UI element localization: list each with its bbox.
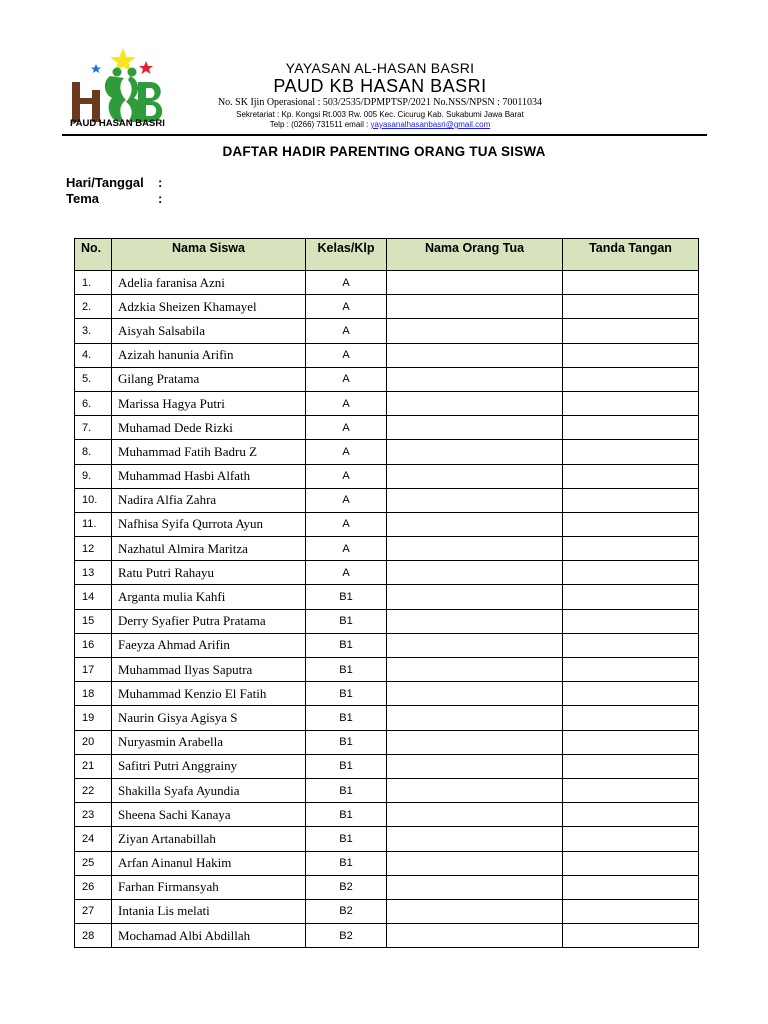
parent-name-cell[interactable] — [387, 633, 563, 657]
row-number: 7. — [75, 416, 112, 440]
date-label: Hari/Tanggal — [66, 175, 144, 190]
parent-name-cell[interactable] — [387, 488, 563, 512]
school-name: PAUD KB HASAN BASRI — [273, 76, 487, 96]
signature-cell[interactable] — [563, 682, 699, 706]
signature-cell[interactable] — [563, 899, 699, 923]
student-name-cell: Adzkia Sheizen Khamayel — [112, 295, 306, 319]
table-row — [75, 730, 699, 754]
parent-name-cell[interactable] — [387, 537, 563, 561]
row-number: 18 — [75, 682, 112, 706]
date-field — [66, 175, 162, 190]
table-row — [75, 682, 699, 706]
class-cell: A — [306, 512, 387, 536]
signature-cell[interactable] — [563, 803, 699, 827]
class-cell: A — [306, 295, 387, 319]
foundation-name: YAYASAN AL-HASAN BASRI — [285, 60, 475, 76]
class-cell: B1 — [306, 706, 387, 730]
student-name-cell: Farhan Firmansyah — [112, 875, 306, 899]
student-name-cell: Adelia faranisa Azni — [112, 271, 306, 295]
table-row — [75, 416, 699, 440]
row-number: 21 — [75, 754, 112, 778]
signature-cell[interactable] — [563, 537, 699, 561]
table-row — [75, 609, 699, 633]
class-cell: A — [306, 343, 387, 367]
class-cell: A — [306, 391, 387, 415]
header-class: Kelas/Klp — [306, 239, 387, 271]
signature-cell[interactable] — [563, 561, 699, 585]
parent-name-cell[interactable] — [387, 827, 563, 851]
student-name-cell: Safitri Putri Anggrainy — [112, 754, 306, 778]
student-name-cell: Aisyah Salsabila — [112, 319, 306, 343]
signature-cell[interactable] — [563, 924, 699, 948]
student-name-cell: Shakilla Syafa Ayundia — [112, 778, 306, 802]
table-row — [75, 778, 699, 802]
table-row — [75, 537, 699, 561]
parent-name-cell[interactable] — [387, 730, 563, 754]
table-row — [75, 754, 699, 778]
signature-cell[interactable] — [563, 416, 699, 440]
signature-cell[interactable] — [563, 271, 699, 295]
signature-cell[interactable] — [563, 778, 699, 802]
table-row — [75, 585, 699, 609]
table-row — [75, 319, 699, 343]
parent-name-cell[interactable] — [387, 464, 563, 488]
table-row — [75, 658, 699, 682]
star-icon — [139, 61, 153, 74]
date-colon: : — [158, 175, 163, 190]
row-number: 1. — [75, 271, 112, 295]
student-name-cell: Ratu Putri Rahayu — [112, 561, 306, 585]
row-number: 15 — [75, 609, 112, 633]
row-number: 14 — [75, 585, 112, 609]
parent-name-cell[interactable] — [387, 778, 563, 802]
class-cell: B2 — [306, 899, 387, 923]
header-no: No. — [75, 239, 112, 271]
theme-field — [66, 191, 162, 206]
class-cell: B1 — [306, 803, 387, 827]
table-row — [75, 875, 699, 899]
student-name-cell: Naurin Gisya Agisya S — [112, 706, 306, 730]
theme-label: Tema — [66, 191, 99, 206]
parent-name-cell[interactable] — [387, 367, 563, 391]
class-cell: A — [306, 537, 387, 561]
document-title: DAFTAR HADIR PARENTING ORANG TUA SISWA — [222, 144, 546, 159]
parent-name-cell[interactable] — [387, 440, 563, 464]
table-row — [75, 827, 699, 851]
class-cell: A — [306, 271, 387, 295]
class-cell: B1 — [306, 682, 387, 706]
logo-caption: PAUD HASAN BASRI — [70, 118, 165, 129]
student-name-cell: Muhammad Hasbi Alfath — [112, 464, 306, 488]
signature-cell[interactable] — [563, 633, 699, 657]
student-name-cell: Muhammad Ilyas Saputra — [112, 658, 306, 682]
parent-name-cell[interactable] — [387, 295, 563, 319]
signature-cell[interactable] — [563, 488, 699, 512]
class-cell: A — [306, 464, 387, 488]
row-number: 3. — [75, 319, 112, 343]
signature-cell[interactable] — [563, 875, 699, 899]
class-cell: B1 — [306, 754, 387, 778]
signature-cell[interactable] — [563, 658, 699, 682]
row-number: 28 — [75, 924, 112, 948]
student-name-cell: Nadira Alfia Zahra — [112, 488, 306, 512]
parent-name-cell[interactable] — [387, 561, 563, 585]
table-row — [75, 706, 699, 730]
row-number: 25 — [75, 851, 112, 875]
class-cell: A — [306, 416, 387, 440]
parent-name-cell[interactable] — [387, 851, 563, 875]
signature-cell[interactable] — [563, 440, 699, 464]
row-number: 13 — [75, 561, 112, 585]
row-number: 23 — [75, 803, 112, 827]
address-line: Sekretariat : Kp. Kongsi Rt.003 Rw. 005 Kec. Cicurug Kab. Sukabumi Jawa Barat — [236, 110, 524, 119]
signature-cell[interactable] — [563, 343, 699, 367]
parent-name-cell[interactable] — [387, 391, 563, 415]
student-name-cell: Faeyza Ahmad Arifin — [112, 633, 306, 657]
student-name-cell: Nuryasmin Arabella — [112, 730, 306, 754]
class-cell: B1 — [306, 585, 387, 609]
student-name-cell: Gilang Pratama — [112, 367, 306, 391]
class-cell: A — [306, 319, 387, 343]
email-link[interactable]: yayasanalhasanbasri@gmail.com — [370, 120, 491, 129]
row-number: 22 — [75, 778, 112, 802]
student-name-cell: Mochamad Albi Abdillah — [112, 924, 306, 948]
student-name-cell: Azizah hanunia Arifin — [112, 343, 306, 367]
student-name-cell: Intania Lis melati — [112, 899, 306, 923]
parent-name-cell[interactable] — [387, 706, 563, 730]
table-row — [75, 803, 699, 827]
student-name-cell: Muhammad Fatih Badru Z — [112, 440, 306, 464]
parent-name-cell[interactable] — [387, 319, 563, 343]
table-header-row — [75, 239, 699, 271]
student-name-cell: Ziyan Artanabillah — [112, 827, 306, 851]
student-name-cell: Nafhisa Syifa Qurrota Ayun — [112, 512, 306, 536]
parent-name-cell[interactable] — [387, 271, 563, 295]
class-cell: A — [306, 367, 387, 391]
class-cell: B1 — [306, 827, 387, 851]
signature-cell[interactable] — [563, 512, 699, 536]
parent-name-cell[interactable] — [387, 899, 563, 923]
parent-name-cell[interactable] — [387, 585, 563, 609]
class-cell: B1 — [306, 633, 387, 657]
table-row — [75, 464, 699, 488]
contact-line — [170, 120, 590, 129]
table-row — [75, 633, 699, 657]
student-name-cell: Arganta mulia Kahfi — [112, 585, 306, 609]
row-number: 5. — [75, 367, 112, 391]
header-signature: Tanda Tangan — [563, 239, 699, 271]
row-number: 16 — [75, 633, 112, 657]
class-cell: B2 — [306, 875, 387, 899]
table-row — [75, 440, 699, 464]
student-name-cell: Muhammad Kenzio El Fatih — [112, 682, 306, 706]
class-cell: A — [306, 440, 387, 464]
parent-name-cell[interactable] — [387, 416, 563, 440]
parent-name-cell[interactable] — [387, 658, 563, 682]
parent-name-cell[interactable] — [387, 682, 563, 706]
row-number: 6. — [75, 391, 112, 415]
signature-cell[interactable] — [563, 706, 699, 730]
parent-name-cell[interactable] — [387, 875, 563, 899]
class-cell: A — [306, 488, 387, 512]
attendance-table — [74, 238, 699, 948]
table-row — [75, 512, 699, 536]
table-row — [75, 343, 699, 367]
permit-number: No. SK Ijin Operasional : 503/2535/DPMPTSP/2021 No.NSS/NPSN : 70011034 — [217, 97, 543, 108]
parent-name-cell[interactable] — [387, 343, 563, 367]
row-number: 4. — [75, 343, 112, 367]
signature-cell[interactable] — [563, 391, 699, 415]
parent-name-cell[interactable] — [387, 609, 563, 633]
student-name-cell: Muhamad Dede Rizki — [112, 416, 306, 440]
table-row — [75, 271, 699, 295]
parent-name-cell[interactable] — [387, 512, 563, 536]
student-name-cell: Nazhatul Almira Maritza — [112, 537, 306, 561]
header-parent-name: Nama Orang Tua — [387, 239, 563, 271]
header-divider — [62, 134, 707, 136]
signature-cell[interactable] — [563, 754, 699, 778]
signature-cell[interactable] — [563, 827, 699, 851]
table-row — [75, 367, 699, 391]
class-cell: B1 — [306, 778, 387, 802]
row-number: 20 — [75, 730, 112, 754]
table-row — [75, 899, 699, 923]
class-cell: B1 — [306, 609, 387, 633]
table-row — [75, 295, 699, 319]
class-cell: B1 — [306, 851, 387, 875]
theme-colon: : — [158, 191, 163, 206]
table-row — [75, 561, 699, 585]
student-name-cell: Marissa Hagya Putri — [112, 391, 306, 415]
row-number: 19 — [75, 706, 112, 730]
table-row — [75, 391, 699, 415]
row-number: 11. — [75, 512, 112, 536]
parent-name-cell[interactable] — [387, 924, 563, 948]
row-number: 10. — [75, 488, 112, 512]
student-name-cell: Derry Syafier Putra Pratama — [112, 609, 306, 633]
signature-cell[interactable] — [563, 367, 699, 391]
table-row — [75, 924, 699, 948]
header-student-name: Nama Siswa — [112, 239, 306, 271]
row-number: 9. — [75, 464, 112, 488]
signature-cell[interactable] — [563, 585, 699, 609]
signature-cell[interactable] — [563, 609, 699, 633]
signature-cell[interactable] — [563, 851, 699, 875]
row-number: 27 — [75, 899, 112, 923]
student-name-cell: Sheena Sachi Kanaya — [112, 803, 306, 827]
student-name-cell: Arfan Ainanul Hakim — [112, 851, 306, 875]
signature-cell[interactable] — [563, 464, 699, 488]
class-cell: A — [306, 561, 387, 585]
phone-text: Telp : (0266) 731511 email : — [269, 120, 371, 129]
row-number: 2. — [75, 295, 112, 319]
class-cell: B2 — [306, 924, 387, 948]
row-number: 17 — [75, 658, 112, 682]
class-cell: B1 — [306, 658, 387, 682]
parent-name-cell[interactable] — [387, 754, 563, 778]
row-number: 26 — [75, 875, 112, 899]
row-number: 12 — [75, 537, 112, 561]
signature-cell[interactable] — [563, 295, 699, 319]
row-number: 8. — [75, 440, 112, 464]
table-row — [75, 851, 699, 875]
parent-name-cell[interactable] — [387, 803, 563, 827]
star-icon — [91, 64, 101, 73]
class-cell: B1 — [306, 730, 387, 754]
signature-cell[interactable] — [563, 730, 699, 754]
row-number: 24 — [75, 827, 112, 851]
table-row — [75, 488, 699, 512]
signature-cell[interactable] — [563, 319, 699, 343]
